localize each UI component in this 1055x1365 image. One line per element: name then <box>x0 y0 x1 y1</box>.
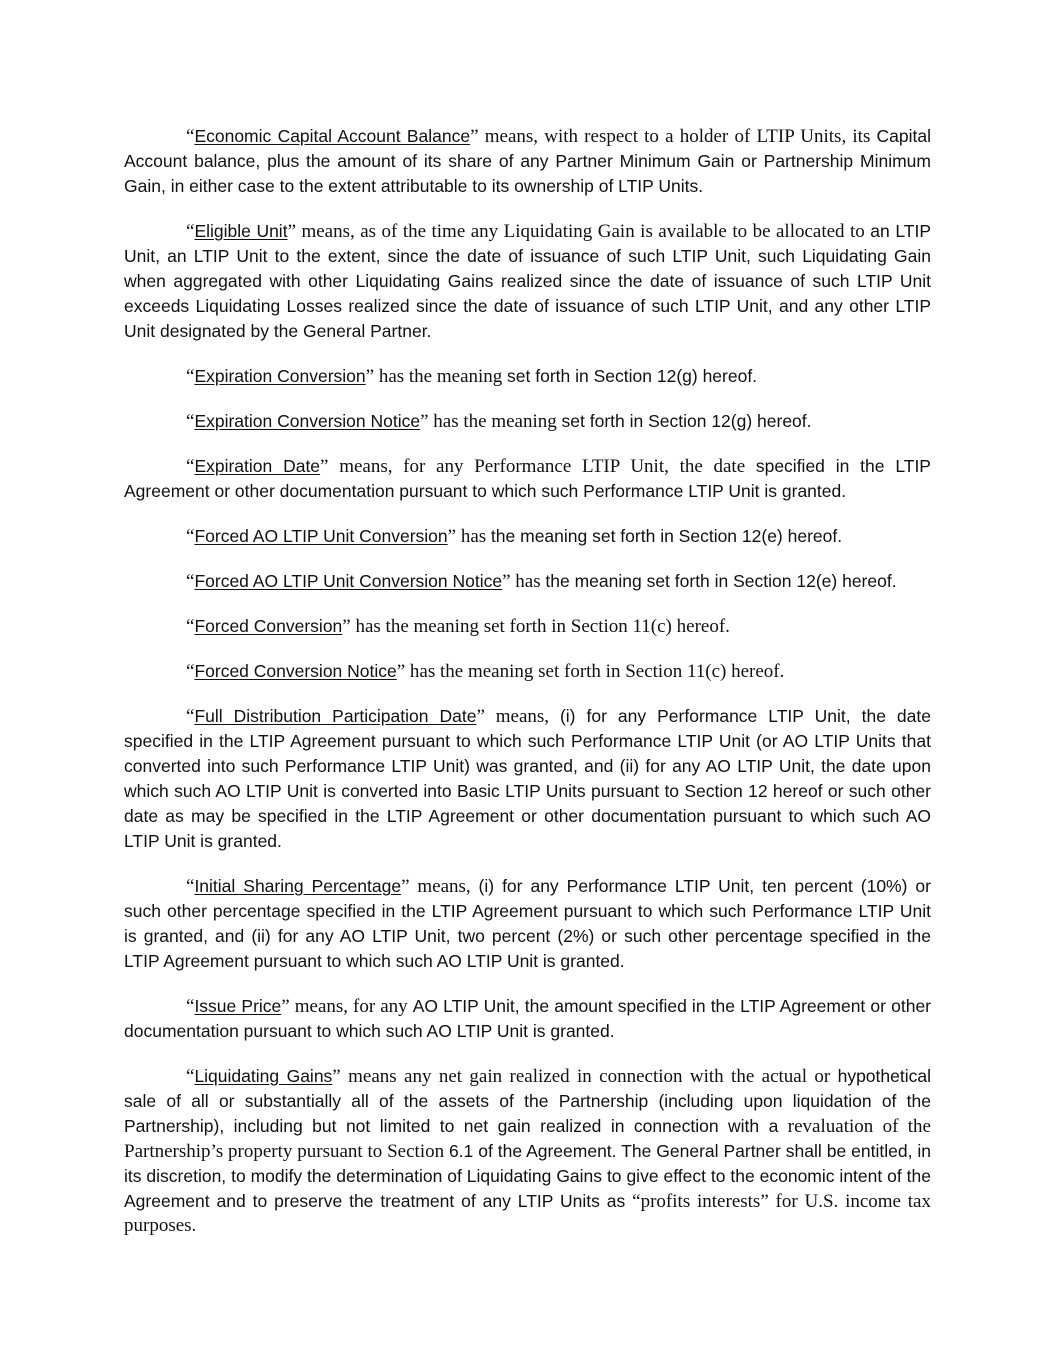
definition-forced-ao-ltip-unit-conversion: “Forced AO LTIP Unit Conversion” has the meaning set forth in Section 12(e) hereof. <box>186 526 843 547</box>
defined-term: Forced Conversion <box>194 616 343 636</box>
defined-term: Forced AO LTIP Unit Conversion Notice <box>194 571 503 591</box>
definition-expiration-conversion: “Expiration Conversion” has the meaning set forth in Section 12(g) hereof. <box>186 366 758 387</box>
definition-body: the meaning set forth in Section 12(e) hereof. <box>490 526 843 546</box>
definition-intro: ” has the meaning <box>365 366 508 387</box>
definitions-list <box>124 124 931 1258</box>
definition-expiration-date: “Expiration Date” means, for any Performance LTIP Unit, the date specified in the LTIP Agreement or other documentation pursuant to which such Performance LTIP Unit is granted. <box>124 456 931 501</box>
definition-body: set forth in Section 12(g) hereof. <box>561 411 812 431</box>
definition-intro: ” means, for any Performance LTIP Unit, the date <box>320 456 756 477</box>
defined-term: Economic Capital Account Balance <box>194 126 471 146</box>
definition-intro: ” means, <box>401 876 479 897</box>
definition-body-serif: revaluation of the Partnership’s property pursuant to Section <box>124 1116 931 1162</box>
defined-term: Forced Conversion Notice <box>194 661 397 681</box>
defined-term: Full Distribution Participation Date <box>194 706 477 726</box>
definition-body: (i) for any Performance LTIP Unit, the date specified in the LTIP Agreement pursuant to which such Performance LTIP Unit (or AO LTIP Units that converted into such Performance LTIP Unit) was granted, and (ii) for any AO LTIP Unit, the date upon which such AO LTIP Unit is converted into Basic LTIP Units pursuant to Section 12 hereof or such other date as may be specified in the LTIP Agreement or other documentation pursuant to which such AO LTIP Unit is granted. <box>124 706 931 851</box>
defined-term: Expiration Conversion Notice <box>194 411 421 431</box>
definition-intro: ” means any net gain realized in connection with the actual or <box>332 1066 838 1087</box>
definition-body: AO LTIP Unit, the amount specified in the LTIP Agreement or other documentation pursuant to which such AO LTIP Unit is granted. <box>124 996 932 1041</box>
definition-eligible-unit: “Eligible Unit” means, as of the time any Liquidating Gain is available to be allocated to an LTIP Unit, an LTIP Unit to the extent, since the date of issuance of such LTIP Unit, such Liquidating Gain when aggregated with other Liquidating Gains realized since the date of issuance of such LTIP Unit exceeds Liquidating Losses realized since the date of issuance of such LTIP Unit, and any other LTIP Unit designated by the General Partner. <box>124 221 931 341</box>
definition-intro: ” means, as of the time any Liquidating Gain is available to be allocated to <box>287 221 871 242</box>
definition-expiration-conversion-notice: “Expiration Conversion Notice” has the meaning set forth in Section 12(g) hereof. <box>186 411 812 432</box>
definition-intro: ” has the meaning <box>420 411 562 432</box>
definition-intro: ” means, <box>476 706 560 727</box>
definition-economic-capital-account-balance: “Economic Capital Account Balance” means, with respect to a holder of LTIP Units, its Capital Account balance, plus the amount of its share of any Partner Minimum Gain or Partnership Minimum Gain, in either case to the extent attributable to its ownership of LTIP Units. <box>124 126 931 196</box>
defined-term: Issue Price <box>194 996 282 1016</box>
definition-body: an LTIP Unit, an LTIP Unit to the extent, since the date of issuance of such LTIP Unit, such Liquidating Gain when aggregated with other Liquidating Gains realized since the date of issuance of such LTIP Unit exceeds Liquidating Losses realized since the date of issuance of such LTIP Unit, and any other LTIP Unit designated by the General Partner. <box>124 221 931 341</box>
definition-forced-conversion: “Forced Conversion” has the meaning set forth in Section 11(c) hereof. <box>186 616 730 637</box>
definition-body-continued: 6.1 of the Agreement. The General Partner shall be entitled, in its discretion, to modify the determination of Liquidating Gains to give effect to the economic intent of the Agreement and to preserve the treatment of any LTIP Units as <box>124 1141 932 1211</box>
definition-issue-price: “Issue Price” means, for any AO LTIP Unit, the amount specified in the LTIP Agreement or other documentation pursuant to which such AO LTIP Unit is granted. <box>124 996 932 1041</box>
defined-term: Expiration Date <box>194 456 321 476</box>
definition-body: specified in the LTIP Agreement or other documentation pursuant to which such Performance LTIP Unit is granted. <box>124 456 931 501</box>
definition-initial-sharing-percentage: “Initial Sharing Percentage” means, (i) for any Performance LTIP Unit, ten percent (10%) or such other percentage specified in the LTIP Agreement pursuant to which such Performance LTIP Unit is granted, and (ii) for any AO LTIP Unit, two percent (2%) or such other percentage specified in the LTIP Agreement pursuant to which such AO LTIP Unit is granted. <box>124 876 931 971</box>
definition-intro: ” has the meaning set forth in Section 11(c) hereof. <box>396 661 785 682</box>
definition-body-end: “profits interests” for U.S. income tax purposes. <box>124 1191 931 1236</box>
definition-body: the meaning set forth in Section 12(e) hereof. <box>545 571 897 591</box>
definition-intro: ” means, for any <box>281 996 413 1017</box>
definition-full-distribution-participation-date: “Full Distribution Participation Date” means, (i) for any Performance LTIP Unit, the date specified in the LTIP Agreement pursuant to which such Performance LTIP Unit (or AO LTIP Units that converted into such Performance LTIP Unit) was granted, and (ii) for any AO LTIP Unit, the date upon which such AO LTIP Unit is converted into Basic LTIP Units pursuant to Section 12 hereof or such other date as may be specified in the LTIP Agreement or other documentation pursuant to which such AO LTIP Unit is granted. <box>124 706 931 851</box>
definition-body: set forth in Section 12(g) hereof. <box>507 366 758 386</box>
defined-term: Initial Sharing Percentage <box>194 876 402 896</box>
defined-term: Eligible Unit <box>194 221 288 241</box>
definition-forced-conversion-notice: “Forced Conversion Notice” has the meaning set forth in Section 11(c) hereof. <box>186 661 785 682</box>
definition-forced-ao-ltip-unit-conversion-notice: “Forced AO LTIP Unit Conversion Notice” has the meaning set forth in Section 12(e) hereof. <box>186 571 897 592</box>
definition-body: hypothetical sale of all or substantially all of the assets of the Partnership (including upon liquidation of the Partnership), including but not limited to net gain realized in connection with a <box>124 1066 931 1136</box>
definition-intro: ” has <box>502 571 546 592</box>
definition-liquidating-gains: “Liquidating Gains” means any net gain realized in connection with the actual or hypothetical sale of all or substantially all of the assets of the Partnership (including upon liquidation of the Partnership), including but not limited to net gain realized in connection with a revaluation of the Partnership’s property pursuant to Section 6.1 of the Agreement. The General Partner shall be entitled, in its discretion, to modify the determination of Liquidating Gains to give effect to the economic intent of the Agreement and to preserve the treatment of any LTIP Units as “profits interests” for U.S. income tax purposes. <box>124 1066 932 1236</box>
definition-intro: ” has the meaning set forth in Section 11(c) hereof. <box>342 616 730 637</box>
defined-term: Forced AO LTIP Unit Conversion <box>194 526 448 546</box>
definition-intro: ” has <box>447 526 491 547</box>
definition-body: (i) for any Performance LTIP Unit, ten percent (10%) or such other percentage specified in the LTIP Agreement pursuant to which such Performance LTIP Unit is granted, and (ii) for any AO LTIP Unit, two percent (2%) or such other percentage specified in the LTIP Agreement pursuant to which such AO LTIP Unit is granted. <box>124 876 931 971</box>
defined-term: Expiration Conversion <box>194 366 366 386</box>
defined-term: Liquidating Gains <box>194 1066 333 1086</box>
definition-body: Capital Account balance, plus the amount of its share of any Partner Minimum Gain or Partnership Minimum Gain, in either case to the extent attributable to its ownership of LTIP Units. <box>124 126 931 196</box>
definition-intro: ” means, with respect to a holder of LTIP Units, its <box>470 126 877 147</box>
